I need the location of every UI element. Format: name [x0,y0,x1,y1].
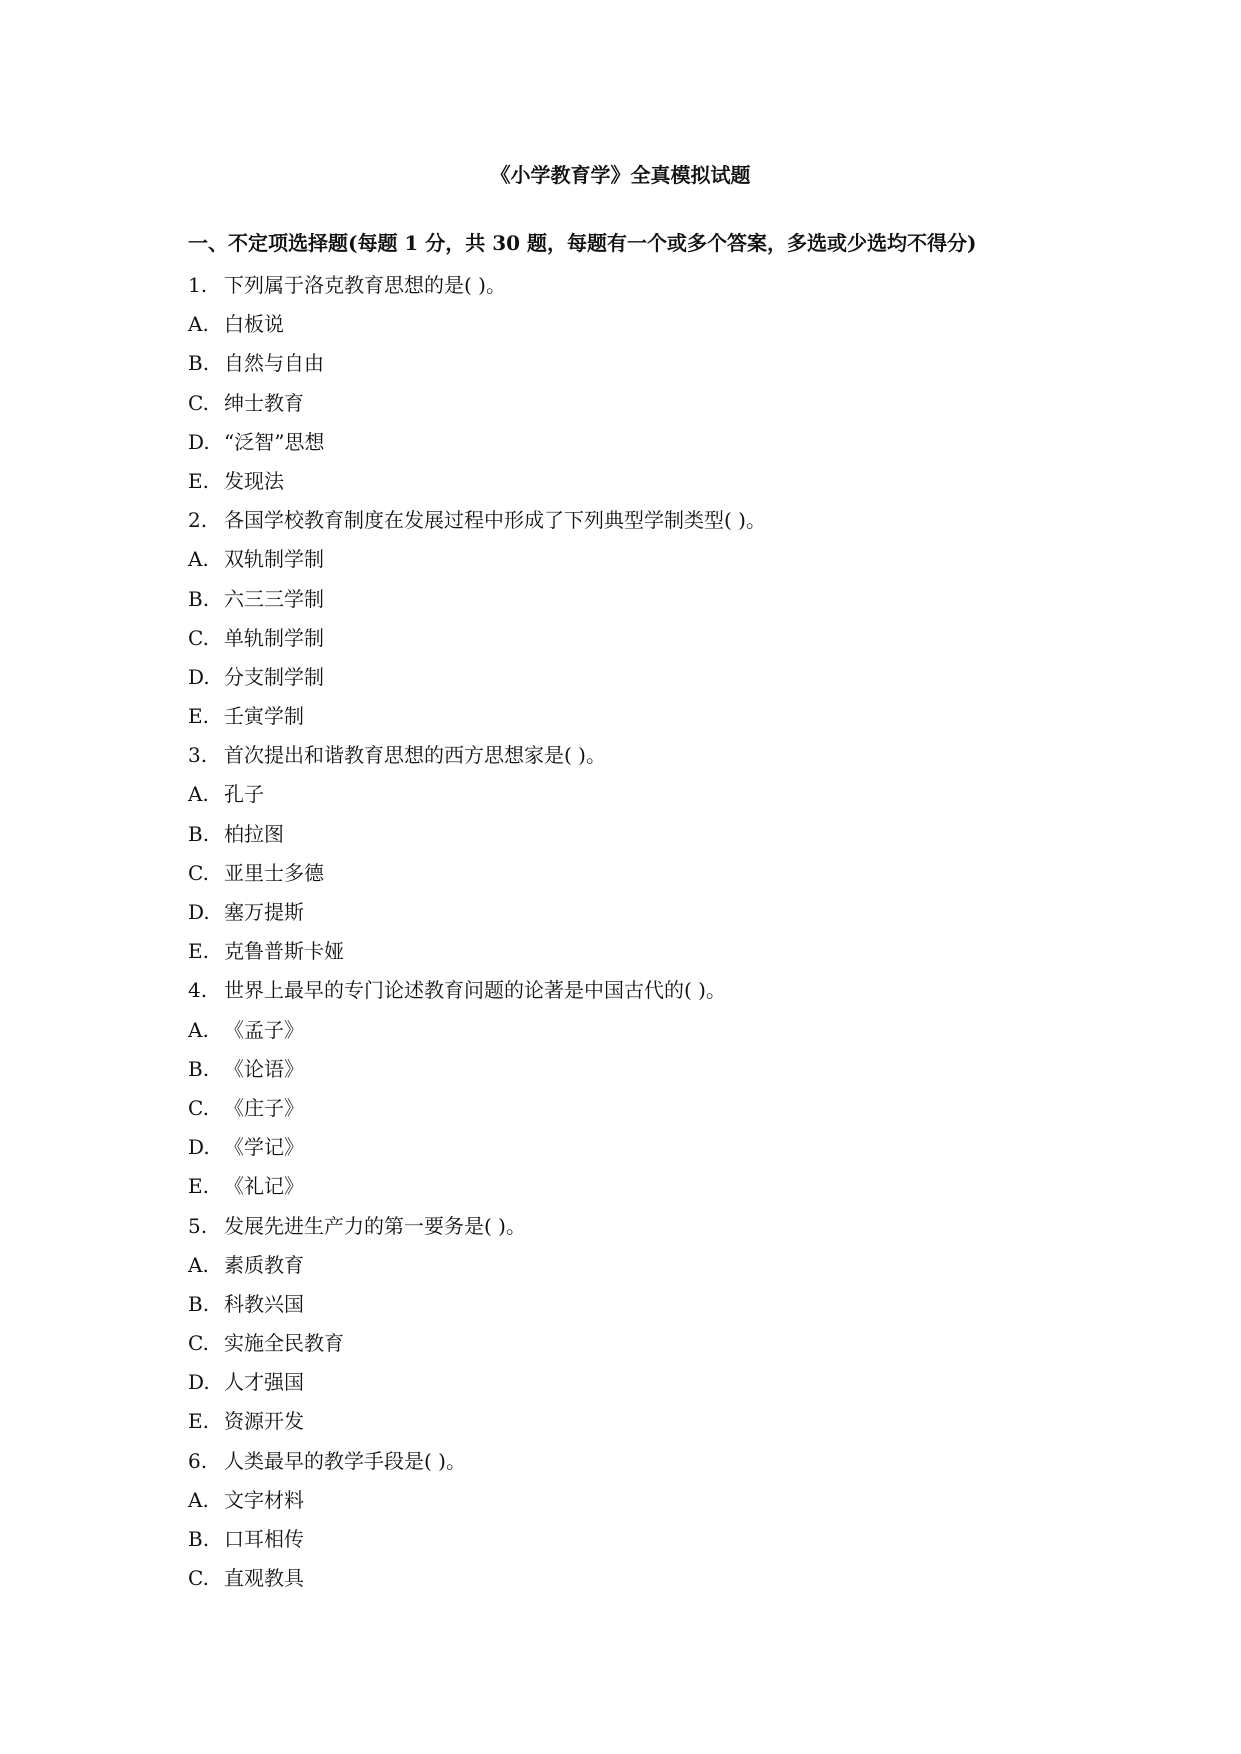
option-letter: A. [188,1252,209,1277]
option-text: 《学记》 [224,1135,304,1160]
option-letter: D. [188,900,210,924]
option-text: 单轨制学制 [224,625,324,650]
option-letter: B. [188,586,210,611]
question-1 [188,266,1188,305]
option-text: 人才强国 [224,1370,304,1395]
option-text: 口耳相传 [224,1527,304,1551]
option-item [188,1402,1188,1441]
option-item [188,1128,1188,1167]
option-text: 六三三学制 [224,586,324,611]
option-text: 《礼记》 [224,1174,304,1199]
question-list [188,266,1188,1598]
question-text: 世界上最早的专门论述教育问题的论著是中国古代的( )。 [224,978,726,1003]
option-text: 孔子 [224,782,264,807]
section-heading: 一、不定项选择题(每题 1 分，共 30 题，每题有一个或多个答案，多选或少选均不得分) [188,231,977,255]
option-letter: D. [188,1370,210,1395]
question-text: 发展先进生产力的第一要务是( )。 [224,1213,526,1238]
option-letter: E. [188,939,209,964]
option-text: 《孟子》 [224,1017,304,1042]
option-item [188,1324,1188,1363]
option-item [188,305,1188,344]
question-6 [188,1442,1188,1481]
option-letter: C. [188,625,209,650]
option-item [188,775,1188,814]
option-letter: E. [188,1174,209,1199]
option-letter: E. [188,1409,209,1434]
question-text: 各国学校教育制度在发展过程中形成了下列典型学制类型( )。 [224,508,766,533]
option-item [188,815,1188,854]
option-text: 素质教育 [224,1252,304,1277]
option-item [188,540,1188,579]
option-text: 发现法 [224,468,284,493]
option-item [188,580,1188,619]
option-letter: B. [188,1056,210,1081]
option-letter: B. [188,1291,210,1316]
option-letter: A. [188,547,209,572]
option-text: 白板说 [224,312,284,337]
document-title: 《小学教育学》全真模拟试题 [490,163,751,187]
question-2 [188,501,1188,540]
option-item [188,423,1188,462]
option-letter: C. [188,860,209,885]
question-number: 6. [188,1448,208,1473]
option-letter: B. [188,821,210,846]
option-item [188,1167,1188,1206]
option-letter: D. [188,1135,210,1160]
option-letter: C. [188,390,209,415]
option-item [188,344,1188,383]
option-text: 塞万提斯 [224,900,304,924]
option-text: 壬寅学制 [224,704,304,729]
option-item [188,697,1188,736]
option-text: 绅士教育 [224,390,304,415]
option-letter: A. [188,1487,209,1512]
option-letter: E. [188,468,209,493]
option-text: 分支制学制 [224,664,324,689]
option-item [188,1050,1188,1089]
option-text: 双轨制学制 [224,547,324,572]
option-item [188,1559,1188,1598]
question-text: 人类最早的教学手段是( )。 [224,1448,466,1473]
option-letter: B. [188,351,210,376]
option-item [188,1089,1188,1128]
option-letter: D. [188,664,210,689]
option-letter: B. [188,1527,210,1551]
option-text: 自然与自由 [224,351,324,376]
option-text: 实施全民教育 [224,1331,344,1356]
option-item [188,893,1188,932]
option-item [188,1285,1188,1324]
option-item [188,932,1188,971]
option-text: “泛智”思想 [224,429,325,454]
question-4 [188,971,1188,1010]
option-item [188,854,1188,893]
question-text: 首次提出和谐教育思想的西方思想家是( )。 [224,743,606,768]
option-item [188,658,1188,697]
option-letter: C. [188,1095,209,1120]
option-item [188,1363,1188,1402]
option-letter: A. [188,1017,209,1042]
question-number: 4. [188,978,208,1003]
option-letter: A. [188,312,209,337]
option-text: 柏拉图 [224,821,284,846]
option-text: 科教兴国 [224,1291,304,1316]
question-text: 下列属于洛克教育思想的是( )。 [224,273,506,297]
question-number: 1. [188,273,208,297]
option-item [188,1011,1188,1050]
option-item [188,462,1188,501]
question-5 [188,1207,1188,1246]
option-text: 《庄子》 [224,1095,304,1120]
option-item [188,1520,1188,1559]
option-letter: E. [188,704,209,729]
option-text: 《论语》 [224,1056,304,1081]
option-item [188,619,1188,658]
option-letter: D. [188,429,210,454]
option-text: 资源开发 [224,1409,304,1434]
option-item [188,384,1188,423]
question-number: 2. [188,508,208,533]
option-text: 亚里士多德 [224,860,324,885]
question-number: 3. [188,743,208,768]
question-number: 5. [188,1213,208,1238]
option-letter: C. [188,1566,209,1591]
option-item [188,1246,1188,1285]
option-item [188,1481,1188,1520]
option-text: 克鲁普斯卡娅 [224,939,344,964]
option-text: 文字材料 [224,1487,304,1512]
question-3 [188,736,1188,775]
option-letter: C. [188,1331,209,1356]
option-text: 直观教具 [224,1566,304,1591]
option-letter: A. [188,782,209,807]
